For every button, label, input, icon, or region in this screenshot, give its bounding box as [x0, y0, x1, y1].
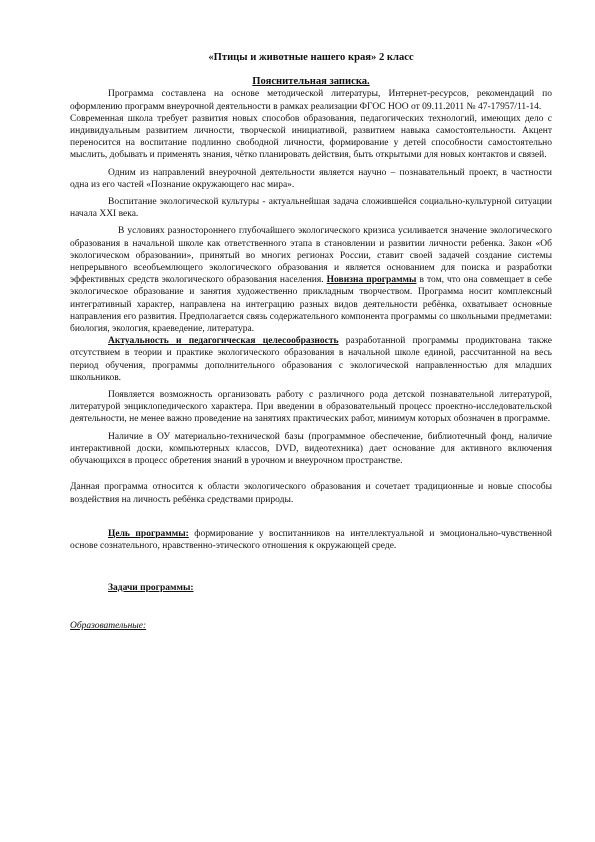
paragraph-resources: Наличие в ОУ материально-технической базы (программное обеспечение, библиотечный фонд, наличие интерактивной доски, компьютерных классов, DVD, видеотехника) дает основание для активного включения обучающихся в процесс обретения знаний в урочном и внеурочном пространстве. — [70, 431, 552, 467]
document-subtitle: Пояснительная записка. — [252, 76, 370, 88]
paragraph-opportunity: Появляется возможность организовать работу с различного рода детской познавательной литературой, литературой энциклопедического характера. При введении в образовательный процесс проектно-исследовательской деятельности, не менее важно проведение на занятиях практических работ, минимум которых обозначен в программе. — [70, 390, 552, 425]
educational-heading: Образовательные: — [70, 621, 147, 632]
paragraph-eco-culture: Воспитание экологической культуры - актуальнейшая задача сложившейся социально-культурной ситуации начала XXI века. — [70, 197, 552, 220]
novelty-text: в том, что она совмещает в себе экологическое образование и занятия художественно прикладным творчеством. Программа носит комплексный интегративный характер, направлена на интеграцию разных видов деятельности ребёнка, охватывает основные направления его развития. Предполагается связь содержательного компонента программы со школьными предметами: биология, экология, краеведение, литература. — [70, 275, 553, 335]
paragraph-sources: Программа составлена на основе методической литературы, Интернет-ресурсов, рекомендаций по оформлению программ внеурочной деятельности в рамках реализации ФГОС НОО от 09.11.2011 № 47-17957/11-14. — [70, 89, 552, 112]
goal-label: Цель программы: — [108, 528, 189, 539]
paragraph-goal — [70, 528, 552, 552]
paragraph-relevance — [70, 335, 552, 384]
document-page — [70, 52, 552, 633]
paragraph-eco-crisis — [70, 225, 552, 335]
paragraph-modern-school: Современная школа требует развития новых способов образования, педагогических технологий, имеющих дело с индивидуальным развитием личности, творческой инициативой, развитием навыка самостоятельности. Акцент переносится на воспитание подлинно свободной личности, формирование у детей способности самостоятельно мыслить, добывать и применять знания, чётко планировать действия, быть открытыми для новых контактов и связей. — [70, 113, 552, 161]
eco-crisis-text: В условиях разностороннего глубочайшего экологического кризиса усиливается значение экологического образования в начальной школе как ответственного этапа в становлении и развитии личности ребенка. Закон «Об экологическом образовании», принятый во многих регионах России, ставит своей задачей создание системы непрерывного всеобъемлющего экологического образования и является основанием для поиска и разработки эффективных средств экологического образования населения. — [70, 226, 552, 286]
relevance-text: разработанной программы продиктована также отсутствием в теории и практике экологического образования в начальной школе единой, рассчитанной на весь период обучения, программы дополнительного образования с экологической направленностью для младших школьников. — [70, 336, 552, 383]
document-title: «Птицы и животные нашего края» 2 класс — [208, 52, 414, 63]
paragraph-project: Одним из направлений внеурочной деятельности является научно – познавательный проект, в частности одна из его частей «Познание окружающего нас мира». — [70, 167, 552, 190]
goal-text: формирование у воспитанников на интеллектуальной и эмоционально-чувственной основе сознательного, нравственно-этического отношения к окружающей среде. — [70, 528, 553, 551]
relevance-label: Актуальность и педагогическая целесообразность — [108, 336, 339, 347]
paragraph-program-area: Данная программа относится к области экологического образования и сочетает традиционные и новые способы воздействия на личность ребёнка средствами природы. — [70, 482, 552, 505]
novelty-label: Новизна программы — [326, 275, 417, 286]
tasks-heading: Задачи программы: — [108, 583, 194, 594]
